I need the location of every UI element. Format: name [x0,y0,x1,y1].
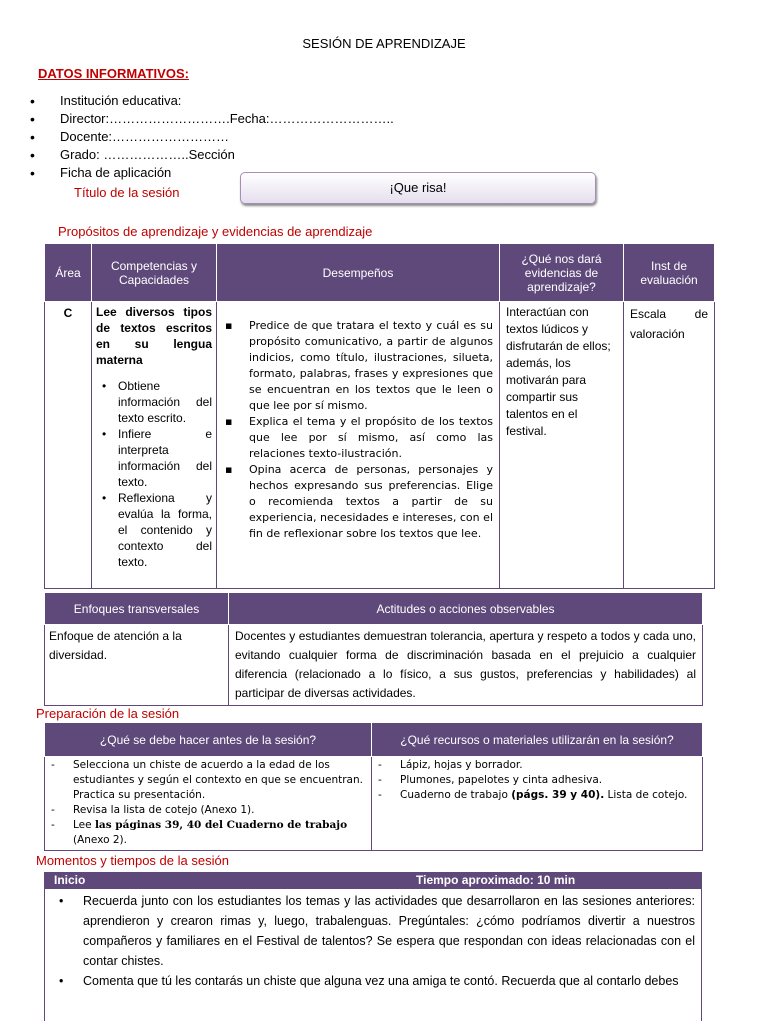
enfoque-cell: Enfoque de atención a la diversidad. [45,625,229,706]
recurso-item: - Lápiz, hojas y borrador. [372,758,698,773]
header-instrumento: Inst de evaluación [624,244,715,302]
inicio-list [45,891,701,991]
antes-item-pre: Lee [73,819,95,831]
datos-list [30,92,394,182]
actitudes-cell: Docentes y estudiantes demuestran tolerancia, apertura y respeto a todos y cada uno, evitando cualquier forma de discriminación basada en el prejuicio a cualquier diferencia (relacionado a lo físico, a sus gustos, preferencias y habilidades) al participar de diversas actividades. [229,625,703,706]
antes-item-bold: las páginas 39, 40 del Cuaderno de trabajo [94,819,348,831]
header-enfoques: Enfoques transversales [45,593,229,625]
antes-item: - Revisa la lista de cotejo (Anexo 1). [45,803,367,818]
page-title: SESIÓN DE APRENDIZAJE [302,36,466,51]
datos-item: • Institución educativa: [30,92,394,110]
propositos-table [44,243,715,589]
inicio-bar [44,872,702,888]
competencia-cell [92,302,217,589]
instrumento-cell: Escala de valoración [624,302,715,589]
header-competencias: Competencias y Capacidades [92,244,217,302]
recurso-item: - Plumones, papelotes y cinta adhesiva. [372,773,698,788]
inicio-item: • Recuerda junto con los estudiantes los temas y las actividades que desarrollaron en las sesiones anteriores: aprendieron y crearon rimas y, luego, trabalenguas. Pregúntales: ¿cómo podríamos divertir a nuestros compañeros y familiares en el Festival de talentos? Se espera que respondan con ideas relacionadas con el contar chistes. [45,891,695,971]
tiempo-label: Tiempo aproximado: 10 min [416,873,576,887]
momentos-heading: Momentos y tiempos de la sesión [36,853,229,868]
capacidades-list [96,378,212,570]
antes-item-post: (Anexo 2). [73,834,127,846]
header-recursos: ¿Qué recursos o materiales utilizarán en la sesión? [372,723,703,757]
recurso-item-bold: (págs. 39 y 40). [511,789,605,801]
datos-item: • Docente:……………………… [30,128,394,146]
datos-heading: DATOS INFORMATIVOS: [38,66,189,81]
capacidad-item: • Reflexiona y evalúa la forma, el contenido y contexto del texto. [96,490,212,570]
antes-item: - Selecciona un chiste de acuerdo a la edad de los estudiantes y según el contexto en que se encuentran. Practica su presentación. [45,758,367,803]
capacidad-item: • Obtiene información del texto escrito. [96,378,212,426]
antes-list [45,758,367,848]
header-area: Área [45,244,92,302]
capacidad-item: • Infiere e interpreta información del texto. [96,426,212,490]
header-desempenos: Desempeños [217,244,500,302]
evidencias-cell: Interactúan con textos lúdicos y disfrutarán de ellos; además, los motivarán para compartir sus talentos en el festival. [500,302,624,589]
header-evidencias: ¿Qué nos dará evidencias de aprendizaje? [500,244,624,302]
competencia-text: Lee diversos tipos de textos escritos en su lengua materna [96,305,212,367]
desempenos-list [217,318,493,542]
datos-item: • Director:……………………….Fecha:……………………….. [30,110,394,128]
inicio-content [44,888,702,1021]
header-actitudes: Actitudes o acciones observables [229,593,703,625]
inicio-label: Inicio [54,873,86,887]
desempenos-cell [217,302,500,589]
datos-item: • Grado: ………………..Sección [30,146,394,164]
recurso-item-pre: Cuaderno de trabajo [400,789,512,801]
recursos-list [372,758,698,803]
titulo-label: Título de la sesión [74,185,180,200]
recurso-item-post: Lista de cotejo. [604,789,688,801]
area-cell: C [45,302,92,589]
antes-item [45,818,367,848]
preparacion-table [44,722,703,851]
datos-item: • Ficha de aplicación [30,164,394,182]
inicio-item: • Comenta que tú les contarás un chiste que alguna vez una amiga te contó. Recuerda que al contarlo debes [45,971,695,991]
desempeno-item: ▪ Explica el tema y el propósito de los textos que lee por sí mismo, así como las relaciones texto-ilustración. [217,414,493,462]
recurso-item [372,788,698,803]
recursos-cell [372,757,703,851]
header-antes: ¿Qué se debe hacer antes de la sesión? [45,723,372,757]
antes-cell [45,757,372,851]
desempeno-item: ▪ Opina acerca de personas, personajes y hechos expresando sus preferencias. Elige o recomienda textos a partir de su experiencia, necesidades e intereses, con el fin de reflexionar sobre los textos que lee. [217,462,493,542]
titulo-value-box: ¡Que risa! [240,172,596,204]
propositos-heading: Propósitos de aprendizaje y evidencias de aprendizaje [58,224,373,239]
enfoques-table [44,592,703,706]
desempeno-item: ▪ Predice de que tratara el texto y cuál es su propósito comunicativo, a partir de algunos indicios, como título, ilustraciones, silueta, formato, palabras, frases y expresiones que se encuentran en los textos que le leen o que lee por sí mismo. [217,318,493,414]
preparacion-heading: Preparación de la sesión [36,706,180,721]
